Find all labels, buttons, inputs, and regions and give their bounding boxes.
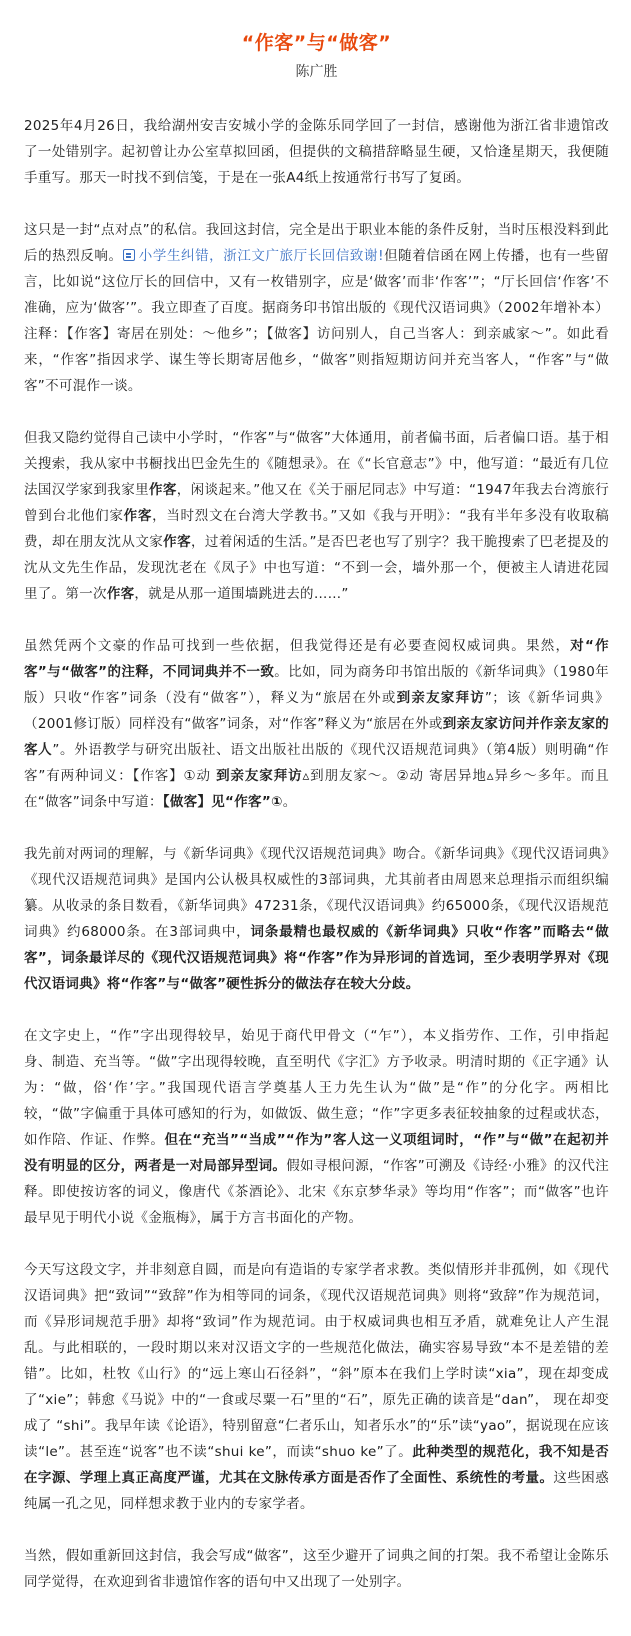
paragraph-3 <box>24 425 609 607</box>
article-author: 陈广胜 <box>295 64 338 80</box>
emphasis-text: 到亲友家访问并作亲友家的客人 <box>24 716 609 758</box>
paragraph-7-text-a: 今天写这段文字，并非刻意自圆，而是向有造诣的专家学者求教。类似情形并非孤例，如《现代汉语词典》把“致词”“致辞”作为相等同的词条，《现代汉语规范词典》则将“致辞”作为规范词，而《异形词规范手册》却将“致词”作为规范词。由于权威词典也相互矛盾，就难免让人产生混乱。与此相联的，一段时期以来对汉语文字的一些规范化做法，确实容易导致“本不是差错的差错”。比如，杜牧《山行》的“远上寒山石径斜”，“斜”原本在我们上学时读“xia”，现在却变成了“xie”；韩愈《马说》中的“一食或尽粟一石”里的“石”，原先正确的读音是“dan”， 现在却变成了 “shi”。我早年读《论语》，特别留意“仁者乐山，知者乐水”的“乐”读“yao”，据说现在应该读“le”。甚至连“说客”也不读“shui ke”，而读“shuo ke”了。 <box>24 1262 609 1460</box>
paragraph-4-text-a: 虽然凭两个文豪的作品可找到一些依据，但我觉得还是有必要查阅权威词典。果然， <box>24 638 571 654</box>
emphasis-text: 词条最精也最权威的《新华词典》只收“作客”而略去“做客”，词条最详尽的《现代汉语规范词典》将“作客”作为异形词的首选词，至少表明学界对《现代汉语词典》将“作客”与“做客”硬性拆分的做法存在较大分歧。 <box>24 924 609 992</box>
paragraph-3-text-i: ，就是从那一道围墙跳进去的……” <box>134 586 349 602</box>
emphasis-text: 作客 <box>148 482 177 498</box>
emphasis-text: 但在“充当”“当成”“作为”客人这一义项组词时，“作”与“做”在起初并没有明显的区分，两者是一对局部异型词。 <box>24 1132 609 1174</box>
paragraph-4-text-k: 。 <box>282 794 297 810</box>
paragraph-4-text-i: ▵到朋友家～。②动 寄居异地▵异乡～多年。而且在“做客”词条中写道： <box>24 768 609 810</box>
emphasis-text: 作客 <box>123 508 153 524</box>
paragraph-2-text-b: 但随着信函在网上传播，也有一些留言，比如说“这位厅长的回信中，又有一枚错别字，应是‘做客’而非‘作客’”；“厅长回信‘作客’不准确，应为‘做客’”。我立即查了百度。据商务印书馆出版的《现代汉语词典》（2002年增补本）注释：【作客】寄居在别处：～他乡”；【做客】访问别人，自己当客人：到亲戚家～”。如此看来，“作客”指因求学、谋生等长期寄居他乡，“做客”则指短期访问并充当客人，“作客”与“做客”不可混作一谈。 <box>24 248 609 394</box>
paragraph-1-text: 2025年4月26日，我给湖州安吉安城小学的金陈乐同学回了一封信，感谢他为浙江省非遗馆改了一处错别字。起初曾让办公室草拟回函，但提供的文稿措辞略显生硬，又恰逢星期天，我便随手重写。那天一时找不到信笺，于是在一张A4纸上按通常行书写了复函。 <box>24 118 609 186</box>
related-article-link[interactable] <box>123 248 384 264</box>
paragraph-3-text-g: ，过着闲适的生活。”是否巴老也写了别字？我干脆搜索了巴老提及的沈从文先生作品，发现沈老在《凤子》中也写道：“不到一会，墙外那一个，便被主人请进花园里了。第一次 <box>24 534 610 602</box>
paragraph-3-text-c: ，闲谈起来。”他又在《关于丽尼同志》中写道：“1947年我去台湾旅行曾到台北他们家 <box>24 482 610 524</box>
paragraph-3-text-e: ，当时烈文在台湾大学教书。”又如《我与开明》：“我有半年多没有收取稿费，却在朋友沈从文家 <box>24 508 609 550</box>
paragraph-6-text-a: 在文字史上，“作”字出现得较早，始见于商代甲骨文（“乍”），本义指劳作、工作，引申指起身、制造、充当等。“做”字出现得较晚，直至明代《字汇》方予收录。明清时期的《正字通》认为：“做，俗‘作’字。”我国现代语言学奠基人王力先生认为“做”是“作”的分化字。两相比较，“做”字偏重于具体可感知的行为，如做饭、做生意；“作”字更多表征较抽象的过程或状态，如作陪、作证、作弊。 <box>24 1028 609 1148</box>
paragraph-4-text-g: ”。外语教学与研究出版社、语文出版社出版的《现代汉语规范词典》（第4版）则明确“作客”有两种词义：【作客】①动 <box>24 742 609 784</box>
paragraph-5 <box>24 841 609 997</box>
related-article-link-label: 小学生纠错，浙江文广旅厅长回信致谢! <box>138 248 384 264</box>
paragraph-6 <box>24 1023 609 1231</box>
emphasis-text: 到亲友家拜访 <box>216 768 303 784</box>
paragraph-8 <box>24 1543 609 1595</box>
paragraph-3-text-a: 但我又隐约觉得自己读中小学时，“作客”与“做客”大体通用，前者偏书面，后者偏口语。基于相关搜索，我从家中书橱找出巴金先生的《随想录》。在《“长官意志”》中，他写道：“最近有几位法国汉学家到我家里 <box>24 430 609 498</box>
paragraph-4-text-e: ”；该《新华词典》（2001修订版）同样没有“做客”词条，对“作客”释义为“旅居在外或 <box>24 690 609 732</box>
article-link-icon <box>123 249 135 261</box>
emphasis-text: 到亲友家拜访 <box>396 690 485 706</box>
paragraph-2-text-a: 这只是一封“点对点”的私信。我回这封信，完全是出于职业本能的条件反射，当时压根没料到此后的热烈反响。 <box>24 222 609 264</box>
emphasis-text: 作客 <box>106 586 135 602</box>
paragraph-7-text-c: 这些困惑纯属一孔之见，同样想求教于业内的专家学者。 <box>24 1470 610 1512</box>
paragraph-8-text: 当然，假如重新回这封信，我会写成“做客”，这至少避开了词典之间的打架。我不希望让金陈乐同学觉得，在欢迎到省非遗馆作客的语句中又出现了一处别字。 <box>24 1548 609 1590</box>
paragraph-5-text-a: 我先前对两词的理解，与《新华词典》《现代汉语规范词典》吻合。《新华词典》《现代汉语词典》《现代汉语规范词典》是国内公认极具权威性的3部词典，尤其前者由周恩来总理指示而组织编纂。从收录的条目数看，《新华词典》47231条，《现代汉语词典》约65000条，《现代汉语规范词典》约68000条。在3部词典中， <box>24 846 609 940</box>
emphasis-text: 此种类型的规范化，我不知是否在字源、学理上真正高度严谨，尤其在文脉传承方面是否作了全面性、系统性的考量。 <box>24 1444 609 1486</box>
paragraph-4 <box>24 633 609 815</box>
paragraph-1 <box>24 113 609 191</box>
emphasis-text: 作客 <box>163 534 191 550</box>
paragraph-2 <box>24 217 609 399</box>
emphasis-text: 【做客】见“作客”① <box>162 794 283 810</box>
article-title: “作客”与“做客” <box>241 32 392 54</box>
paragraph-7 <box>24 1257 609 1517</box>
paragraph-6-text-c: 假如寻根问源，“作客”可溯及《诗经·小雅》的汉代注释。即使按访客的词义，像唐代《茶酒论》、北宋《东京梦华录》等均用“作客”；而“做客”也许最早见于明代小说《金瓶梅》，属于方言书面化的产物。 <box>24 1158 610 1226</box>
paragraph-4-text-c: 。比如，同为商务印书馆出版的《新华词典》（1980年版）只收“作客”词条（没有“做客”），释义为“旅居在外或 <box>24 664 609 706</box>
emphasis-text: 对“作客”与“做客”的注释，不同词典并不一致 <box>24 638 609 680</box>
